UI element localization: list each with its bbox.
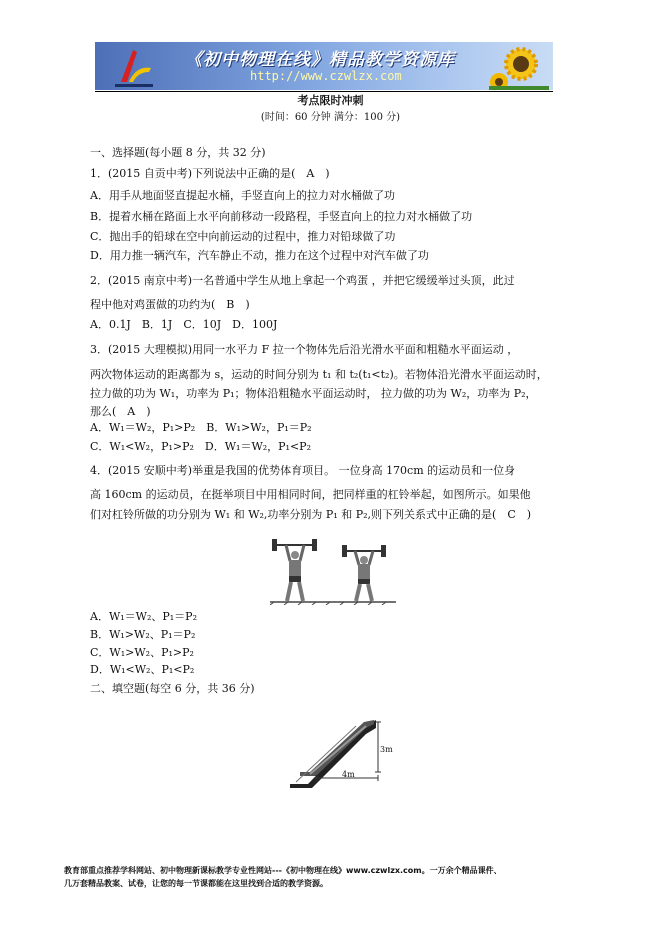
question-3-options-cd: C．W₁<W₂，P₁>P₂ D．W₁＝W₂，P₁<P₂ xyxy=(90,440,311,453)
question-4-option-b: B．W₁>W₂、P₁＝P₂ xyxy=(90,628,196,641)
escalator-figure xyxy=(286,712,396,790)
section-heading-2: 二、填空题(每空 6 分，共 36 分) xyxy=(90,682,255,695)
question-1-option-c: C．抛出手的铅球在空中向前运动的过程中，推力对铅球做了功 xyxy=(90,230,396,243)
question-2-stem-line2: 程中他对鸡蛋做的功约为( B ) xyxy=(90,298,250,311)
question-2-options: A．0.1J B．1J C．10J D．100J xyxy=(90,318,278,331)
footer-line-2: 几万套精品教案、试卷，让您的每一节课都能在这里找到合适的教学资源。 xyxy=(64,879,328,888)
footer-line-1: 教育部重点推荐学科网站、初中物理新课标教学专业性网站---《初中物理在线》www.czwlzx.com。一万余个精品课件、 xyxy=(64,866,502,875)
question-4-line2: 高 160cm 的运动员，在挺举项目中用相同时间，把同样重的杠铃举起，如图所示。如果他 xyxy=(90,488,531,501)
question-4-line3: 们对杠铃所做的功分别为 W₁ 和 W₂,功率分别为 P₁ 和 P₂,则下列关系式中正确的是( C ) xyxy=(90,508,532,521)
page-title: 考点限时冲刺 xyxy=(297,94,364,107)
question-3-line1: 3．(2015 大理模拟)用同一水平力 F 拉一个物体先后沿光滑水平面和粗糙水平面运动 ， xyxy=(90,343,519,356)
question-4-option-d: D．W₁<W₂、P₁<P₂ xyxy=(90,663,195,676)
question-4-option-a: A．W₁＝W₂、P₁＝P₂ xyxy=(90,610,197,623)
width-label: 4m xyxy=(342,770,355,779)
question-1-stem: 1．(2015 自贡中考)下列说法中正确的是( A ) xyxy=(90,167,330,180)
question-1-option-d: D．用力推一辆汽车，汽车静止不动，推力在这个过程中对汽车做了功 xyxy=(90,249,429,262)
question-4-option-c: C．W₁>W₂、P₁>P₂ xyxy=(90,646,194,659)
sunflower-icon xyxy=(489,42,549,90)
question-1-option-a: A．用手从地面竖直提起水桶，手竖直向上的拉力对水桶做了功 xyxy=(90,189,395,202)
banner-url[interactable]: http://www.czwlzx.com xyxy=(250,69,402,83)
weightlifters-figure xyxy=(268,535,398,605)
question-3-line4: 那么( A ) xyxy=(90,405,151,418)
height-label: 3m xyxy=(380,745,393,754)
question-3-line2: 两次物体运动的距离都为 s，运动的时间分别为 t₁ 和 t₂(t₁<t₂)。若物体沿光滑水平面运动时， xyxy=(90,368,548,381)
site-logo-icon xyxy=(103,42,163,90)
question-1-option-b: B．提着水桶在路面上水平向前移动一段路程，手竖直向上的拉力对水桶做了功 xyxy=(90,210,473,223)
banner-title: 《初中物理在线》精品教学资源库 xyxy=(185,50,455,70)
question-4-line1: 4．(2015 安顺中考)举重是我国的优势体育项目。 一位身高 170cm 的运动员和一位身 xyxy=(90,464,516,477)
page-subtitle: (时间：60 分钟 满分：100 分) xyxy=(260,112,401,123)
question-2-stem-line1: 2．(2015 南京中考)一名普通中学生从地上拿起一个鸡蛋 ，并把它缓缓举过头顶，此过 xyxy=(90,274,515,287)
header-banner xyxy=(95,42,553,90)
question-3-options-ab: A．W₁＝W₂，P₁>P₂ B．W₁>W₂，P₁＝P₂ xyxy=(90,421,312,434)
section-heading: 一、选择题(每小题 8 分，共 32 分) xyxy=(90,146,266,159)
question-3-line3: 拉力做的功为 W₁，功率为 P₁；物体沿粗糙水平面运动时， 拉力做的功为 W₂，功率为 P₂， xyxy=(90,387,537,400)
